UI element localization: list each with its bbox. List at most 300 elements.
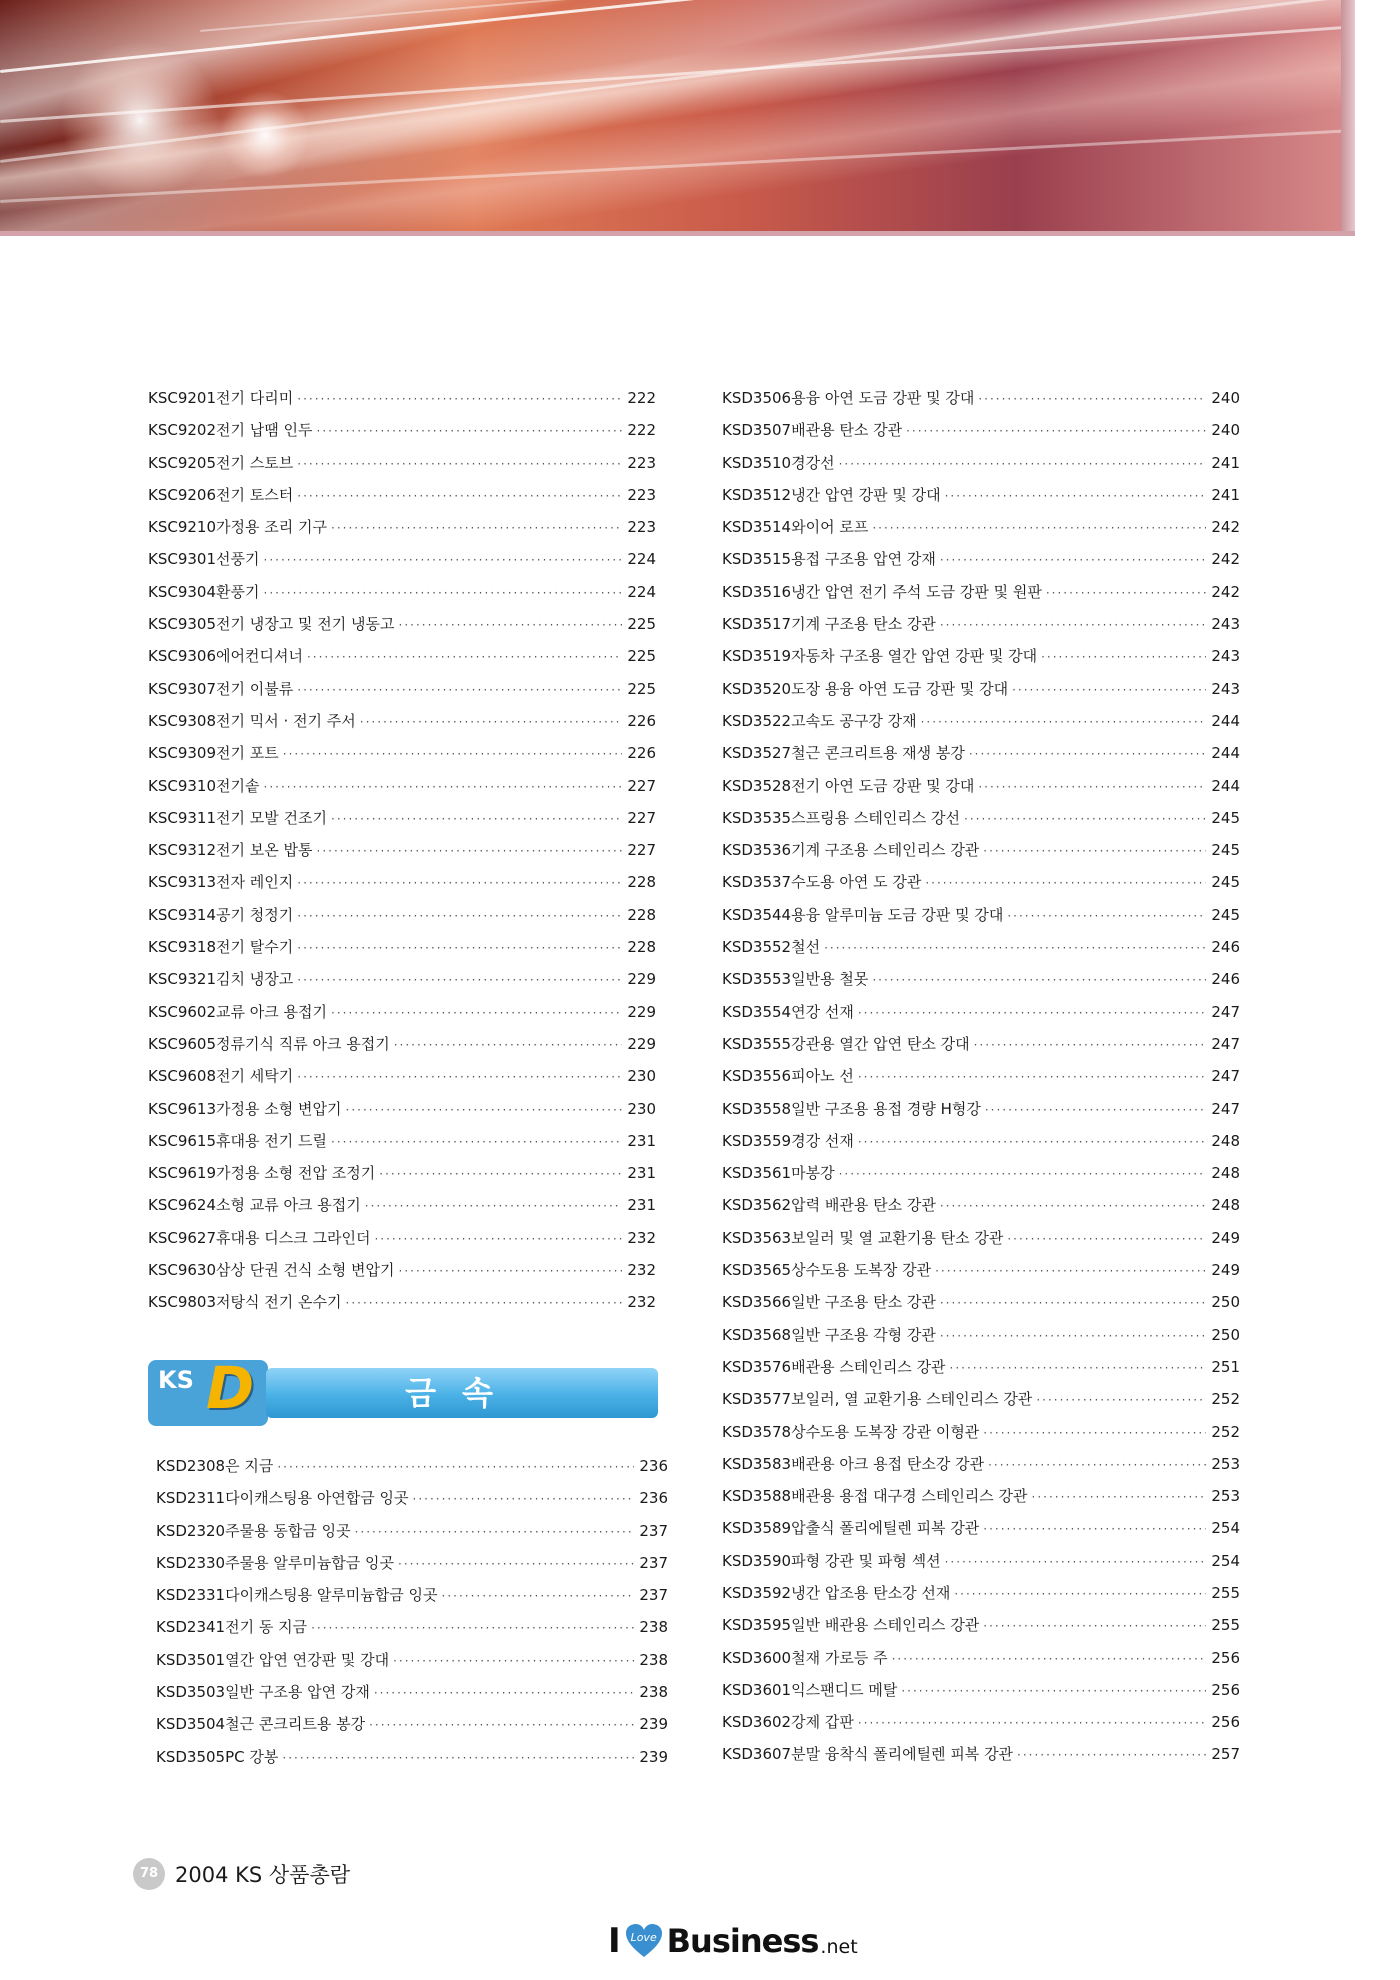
standard-category: D — [741, 744, 753, 763]
standard-number: 3561 — [752, 1164, 792, 1183]
page-number: 245 — [1211, 873, 1240, 892]
list-item — [722, 834, 1240, 866]
standard-number: 3514 — [752, 518, 792, 537]
item-title: 분말 융착식 폴리에틸렌 피복 강관 — [791, 1745, 1014, 1764]
standard-prefix: KS — [148, 679, 168, 698]
dot-leader — [264, 771, 622, 803]
standard-category: C — [167, 841, 178, 860]
item-title: 전기 보온 밥통 — [216, 841, 313, 860]
dot-leader — [858, 1707, 1206, 1739]
item-title: 전기 아연 도금 강판 및 강대 — [791, 776, 975, 795]
page-number: 232 — [627, 1293, 656, 1312]
page-number: 250 — [1211, 1293, 1240, 1312]
header-banner-image — [0, 0, 1355, 236]
standard-prefix: KS — [722, 1325, 742, 1344]
page-number: 250 — [1211, 1325, 1240, 1344]
page-number: 256 — [1211, 1713, 1240, 1732]
left-d-list — [156, 1450, 668, 1773]
item-title: 고속도 공구강 강재 — [791, 711, 917, 730]
list-item — [722, 1254, 1240, 1286]
standard-number: 3517 — [752, 615, 792, 634]
standard-prefix: KS — [722, 970, 742, 989]
standard-number: 9201 — [177, 389, 217, 407]
standard-category: D — [741, 1616, 753, 1635]
page-number: 227 — [627, 841, 656, 860]
standard-prefix: KS — [156, 1586, 176, 1605]
item-title: 일반 구조용 압연 강재 — [225, 1683, 370, 1702]
standard-number: 3554 — [752, 1002, 792, 1021]
standard-category: C — [167, 776, 178, 795]
list-item — [156, 1741, 668, 1773]
standard-number: 3527 — [752, 744, 792, 763]
page-number: 255 — [1211, 1583, 1240, 1602]
standard-number: 3601 — [752, 1680, 792, 1699]
standard-prefix: KS — [148, 453, 168, 472]
standard-category: D — [741, 1002, 753, 1021]
list-item — [722, 963, 1240, 995]
item-title: 일반용 철못 — [791, 970, 869, 989]
dot-leader — [331, 512, 622, 544]
item-title: 스프링용 스테인리스 강선 — [791, 808, 961, 827]
standard-prefix: KS — [148, 1131, 168, 1150]
standard-category: C — [167, 1067, 178, 1086]
item-title: 용접 구조용 압연 강재 — [791, 550, 936, 569]
dot-leader — [297, 867, 622, 899]
list-item — [148, 382, 656, 414]
list-item — [148, 543, 656, 575]
page-number: 244 — [1211, 711, 1240, 730]
item-title: 수도용 아연 도 강관 — [791, 873, 922, 892]
standard-category: C — [167, 615, 178, 634]
item-title: 전기 모발 건조기 — [216, 808, 327, 827]
standard-number: 9210 — [177, 518, 217, 537]
standard-prefix: KS — [148, 711, 168, 730]
dot-leader — [374, 1223, 622, 1255]
standard-prefix: KS — [148, 518, 168, 537]
standard-number: 3595 — [752, 1616, 792, 1635]
list-item — [722, 511, 1240, 543]
standard-number: 3576 — [752, 1357, 792, 1376]
standard-number: 3565 — [752, 1261, 792, 1280]
standard-category: D — [175, 1650, 187, 1669]
page-number: 225 — [627, 647, 656, 666]
standard-prefix: KS — [722, 873, 742, 892]
dot-leader — [1032, 1481, 1206, 1513]
page-number: 254 — [1211, 1519, 1240, 1538]
item-title: 전기 동 지금 — [225, 1618, 308, 1637]
standard-number: 9627 — [177, 1228, 217, 1247]
item-title: 전기 스토브 — [216, 453, 294, 472]
standard-prefix: KS — [722, 1099, 742, 1118]
item-title: 전기 믹서 · 전기 주서 — [216, 711, 356, 730]
page-number: 229 — [627, 1034, 656, 1053]
item-title: 전기 포트 — [216, 744, 279, 763]
standard-prefix: KS — [156, 1650, 176, 1669]
standard-category: D — [741, 1583, 753, 1602]
standard-number: 3519 — [752, 647, 792, 666]
item-title: 기계 구조용 스테인리스 강관 — [791, 841, 980, 860]
standard-number: 2320 — [186, 1521, 226, 1540]
list-item — [156, 1676, 668, 1708]
standard-category: C — [167, 1131, 178, 1150]
page-number: 242 — [1211, 518, 1240, 537]
standard-category: D — [741, 970, 753, 989]
standard-category: D — [741, 1164, 753, 1183]
standard-category: D — [741, 389, 753, 407]
standard-number: 3607 — [752, 1745, 792, 1764]
standard-number: 2308 — [186, 1457, 226, 1475]
list-item — [148, 963, 656, 995]
list-item — [148, 447, 656, 479]
standard-category: D — [741, 905, 753, 924]
standard-category: D — [741, 647, 753, 666]
item-title: 압출식 폴리에틸렌 피복 강관 — [791, 1519, 980, 1538]
standard-prefix: KS — [148, 1034, 168, 1053]
page-number: 247 — [1211, 1067, 1240, 1086]
item-title: 용융 아연 도금 강판 및 강대 — [791, 389, 975, 407]
list-item — [722, 1189, 1240, 1221]
standard-category: D — [741, 1131, 753, 1150]
standard-number: 3583 — [752, 1454, 792, 1473]
dot-leader — [935, 1255, 1206, 1287]
list-item — [722, 640, 1240, 672]
standard-category: D — [741, 1196, 753, 1215]
list-item — [156, 1482, 668, 1514]
page-number: 240 — [1211, 421, 1240, 440]
dot-leader — [988, 1449, 1206, 1481]
standard-number: 3537 — [752, 873, 792, 892]
page-number: 241 — [1211, 485, 1240, 504]
list-item — [722, 931, 1240, 963]
standard-prefix: KS — [722, 841, 742, 860]
standard-prefix: KS — [148, 550, 168, 569]
standard-prefix: KS — [722, 744, 742, 763]
item-title: 강제 갑판 — [791, 1713, 854, 1732]
page-number: 246 — [1211, 970, 1240, 989]
standard-category: D — [741, 1261, 753, 1280]
standard-number: 3528 — [752, 776, 792, 795]
dot-leader — [872, 512, 1206, 544]
standard-prefix: KS — [722, 905, 742, 924]
standard-prefix: KS — [722, 1648, 742, 1667]
page-number: 229 — [627, 970, 656, 989]
dot-leader — [297, 480, 622, 512]
dot-leader — [974, 1029, 1206, 1061]
standard-number: 3506 — [752, 389, 792, 407]
dot-leader — [282, 1742, 634, 1774]
item-title: 전기 탈수기 — [216, 938, 294, 957]
dot-leader — [379, 1158, 622, 1190]
standard-prefix: KS — [148, 905, 168, 924]
item-title: 보일러, 열 교환기용 스테인리스 강관 — [791, 1390, 1033, 1409]
standard-number: 3516 — [752, 582, 792, 601]
dot-leader — [1007, 900, 1206, 932]
dot-leader — [978, 771, 1206, 803]
standard-number: 3507 — [752, 421, 792, 440]
standard-number: 9619 — [177, 1164, 217, 1183]
dot-leader — [297, 900, 622, 932]
standard-category: C — [167, 711, 178, 730]
standard-number: 9602 — [177, 1002, 217, 1021]
page-number: 244 — [1211, 744, 1240, 763]
standard-number: 3562 — [752, 1196, 792, 1215]
item-title: 배관용 탄소 강관 — [791, 421, 903, 440]
dot-leader — [346, 1287, 623, 1319]
standard-number: 9803 — [177, 1293, 217, 1312]
list-item — [722, 705, 1240, 737]
right-d-list — [722, 382, 1240, 1771]
page-number: 224 — [627, 582, 656, 601]
dot-leader — [297, 932, 622, 964]
standard-category: D — [741, 550, 753, 569]
standard-number: 9313 — [177, 873, 217, 892]
page-number: 243 — [1211, 615, 1240, 634]
standard-category: D — [175, 1553, 187, 1572]
item-title: 삼상 단권 건식 소형 변압기 — [216, 1261, 395, 1280]
standard-number: 9308 — [177, 711, 217, 730]
standard-number: 3536 — [752, 841, 792, 860]
page-number: 231 — [627, 1131, 656, 1150]
item-title: 교류 아크 용접기 — [216, 1002, 327, 1021]
standard-number: 3559 — [752, 1131, 792, 1150]
standard-number: 3566 — [752, 1293, 792, 1312]
item-title: 가정용 소형 변압기 — [216, 1099, 342, 1118]
list-item — [722, 1448, 1240, 1480]
list-item — [148, 996, 656, 1028]
page-number: 241 — [1211, 453, 1240, 472]
page-number: 248 — [1211, 1131, 1240, 1150]
dot-leader — [442, 1580, 634, 1612]
dot-leader — [317, 835, 622, 867]
page-number: 228 — [627, 938, 656, 957]
item-title: 도장 용융 아연 도금 강판 및 강대 — [791, 679, 1009, 698]
standard-number: 3520 — [752, 679, 792, 698]
dot-leader — [1036, 1384, 1206, 1416]
dot-leader — [297, 964, 622, 996]
dot-leader — [858, 1061, 1206, 1093]
list-item — [722, 1060, 1240, 1092]
standard-prefix: KS — [156, 1489, 176, 1508]
standard-category: C — [167, 518, 178, 537]
page-number: 249 — [1211, 1261, 1240, 1280]
standard-prefix: KS — [148, 1099, 168, 1118]
item-title: 배관용 용접 대구경 스테인리스 강관 — [791, 1487, 1028, 1506]
standard-category: C — [167, 1164, 178, 1183]
list-item — [722, 996, 1240, 1028]
section-header-metals — [148, 1354, 658, 1426]
list-item — [156, 1547, 668, 1579]
standard-category: C — [167, 808, 178, 827]
dot-leader — [1012, 674, 1206, 706]
standard-prefix: KS — [722, 485, 742, 504]
dot-leader — [940, 1190, 1206, 1222]
standard-category: C — [167, 1293, 178, 1312]
item-title: 에어컨디셔너 — [216, 647, 303, 666]
standard-category: C — [167, 647, 178, 666]
standard-category: D — [175, 1521, 187, 1540]
dot-leader — [283, 738, 622, 770]
standard-category: D — [741, 421, 753, 440]
page-number: 243 — [1211, 647, 1240, 666]
item-title: 경강 선재 — [791, 1131, 854, 1150]
list-item — [148, 1028, 656, 1060]
page-number: 238 — [639, 1618, 668, 1637]
standard-number: 2311 — [186, 1489, 226, 1508]
page-number: 226 — [627, 711, 656, 730]
standard-number: 9312 — [177, 841, 217, 860]
standard-prefix: KS — [722, 1390, 742, 1409]
standard-prefix: KS — [722, 1422, 742, 1441]
page-number: 239 — [639, 1747, 668, 1766]
dot-leader — [824, 932, 1206, 964]
standard-category: D — [741, 1422, 753, 1441]
list-item — [722, 1222, 1240, 1254]
item-title: 냉간 압조용 탄소강 선재 — [791, 1583, 951, 1602]
list-item — [722, 673, 1240, 705]
standard-category: D — [741, 776, 753, 795]
page-number: 232 — [627, 1261, 656, 1280]
list-item — [148, 1189, 656, 1221]
list-item — [148, 414, 656, 446]
list-item — [722, 1577, 1240, 1609]
page-number: 249 — [1211, 1228, 1240, 1247]
standard-number: 9615 — [177, 1131, 217, 1150]
standard-prefix: KS — [722, 453, 742, 472]
logo-love: Love — [630, 1931, 657, 1944]
standard-number: 3555 — [752, 1034, 792, 1053]
item-title: 휴대용 디스크 그라인더 — [216, 1228, 371, 1247]
list-item — [722, 866, 1240, 898]
dot-leader — [925, 867, 1206, 899]
standard-prefix: KS — [148, 1002, 168, 1021]
dot-leader — [1041, 641, 1206, 673]
standard-category: C — [167, 485, 178, 504]
list-item — [722, 1609, 1240, 1641]
standard-category: D — [741, 808, 753, 827]
page-number: 247 — [1211, 1034, 1240, 1053]
standard-number: 3505 — [186, 1747, 226, 1766]
item-title: 파형 강관 및 파형 섹션 — [791, 1551, 941, 1570]
list-item — [722, 770, 1240, 802]
standard-category: C — [167, 389, 178, 407]
standard-number: 9304 — [177, 582, 217, 601]
standard-category: D — [741, 711, 753, 730]
standard-number: 9630 — [177, 1261, 217, 1280]
list-item — [148, 1157, 656, 1189]
dot-leader — [945, 480, 1206, 512]
item-title: 은 지금 — [225, 1457, 274, 1475]
list-item — [722, 447, 1240, 479]
standard-number: 3535 — [752, 808, 792, 827]
logo-net: .net — [820, 1936, 858, 1958]
dot-leader — [921, 706, 1206, 738]
standard-prefix: KS — [722, 1616, 742, 1635]
list-item — [156, 1450, 668, 1482]
standard-prefix: KS — [722, 1583, 742, 1602]
standard-prefix: KS — [148, 1261, 168, 1280]
list-item — [148, 834, 656, 866]
standard-prefix: KS — [722, 1293, 742, 1312]
page-number: 223 — [627, 485, 656, 504]
dot-leader — [277, 1451, 634, 1483]
list-item — [148, 1060, 656, 1092]
standard-number: 3522 — [752, 711, 792, 730]
standard-prefix: KS — [148, 841, 168, 860]
page-number: 247 — [1211, 1099, 1240, 1118]
standard-category: C — [167, 970, 178, 989]
standard-category: C — [167, 744, 178, 763]
list-item — [156, 1708, 668, 1740]
standard-number: 9311 — [177, 808, 217, 827]
item-title: PC 강봉 — [225, 1747, 279, 1766]
page-number: 231 — [627, 1164, 656, 1183]
standard-number: 9310 — [177, 776, 217, 795]
standard-number: 9624 — [177, 1196, 217, 1215]
dot-leader — [872, 964, 1206, 996]
item-title: 소형 교류 아크 용접기 — [216, 1196, 361, 1215]
list-item — [722, 576, 1240, 608]
standard-number: 3504 — [186, 1715, 226, 1734]
list-item — [148, 770, 656, 802]
page-number: 247 — [1211, 1002, 1240, 1021]
standard-prefix: KS — [722, 808, 742, 827]
book-title: 2004 KS 상품총람 — [175, 1863, 351, 1887]
page-number: 232 — [627, 1228, 656, 1247]
dot-leader — [1007, 1223, 1206, 1255]
standard-prefix: KS — [722, 1519, 742, 1538]
page-number: 222 — [627, 389, 656, 407]
dot-leader — [369, 1709, 634, 1741]
standard-number: 3588 — [752, 1487, 792, 1506]
list-item — [722, 1480, 1240, 1512]
standard-category: C — [167, 550, 178, 569]
item-title: 일반 구조용 각형 강관 — [791, 1325, 936, 1344]
item-title: 가정용 조리 기구 — [216, 518, 327, 537]
list-item — [722, 1319, 1240, 1351]
list-item — [722, 1286, 1240, 1318]
dot-leader — [399, 1255, 623, 1287]
list-item — [156, 1515, 668, 1547]
dot-leader — [940, 1320, 1206, 1352]
item-title: 경강선 — [791, 453, 835, 472]
dot-leader — [983, 1513, 1206, 1545]
standard-prefix: KS — [722, 711, 742, 730]
standard-category: C — [167, 1002, 178, 1021]
standard-number: 3592 — [752, 1583, 792, 1602]
dot-leader — [331, 803, 622, 835]
page-number: 227 — [627, 808, 656, 827]
page-number: 223 — [627, 453, 656, 472]
standard-number: 3563 — [752, 1228, 792, 1247]
dot-leader — [964, 803, 1206, 835]
item-title: 공기 청정기 — [216, 905, 294, 924]
dot-leader — [858, 1126, 1206, 1158]
standard-prefix: KS — [722, 1067, 742, 1086]
dot-leader — [901, 1675, 1206, 1707]
standard-category: D — [175, 1683, 187, 1702]
item-title: 용융 알루미늄 도금 강판 및 강대 — [791, 905, 1004, 924]
standard-prefix: KS — [722, 1551, 742, 1570]
list-item — [722, 1093, 1240, 1125]
standard-number: 3501 — [186, 1650, 226, 1669]
item-title: 자동차 구조용 열간 압연 강판 및 강대 — [791, 647, 1038, 666]
standard-number: 3544 — [752, 905, 792, 924]
standard-number: 9205 — [177, 453, 217, 472]
item-title: 철선 — [791, 938, 821, 957]
item-title: 철근 콘크리트용 재생 봉강 — [791, 744, 965, 763]
standard-category: D — [741, 1228, 753, 1247]
list-item — [156, 1644, 668, 1676]
